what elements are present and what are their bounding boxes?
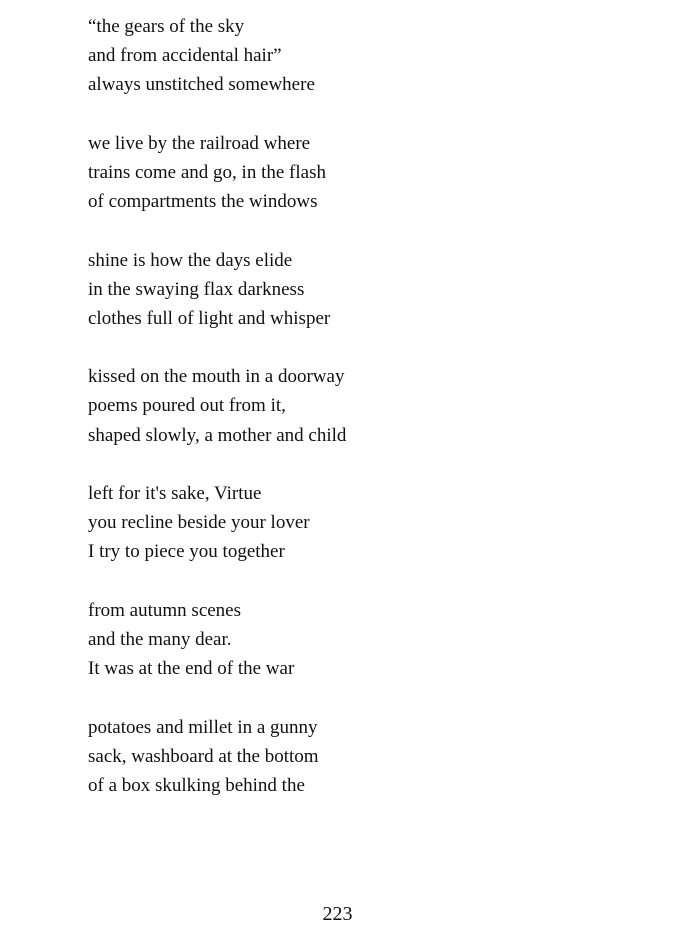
poem-line: sack, washboard at the bottom bbox=[88, 745, 319, 767]
stanza bbox=[88, 246, 648, 334]
poem-line: we live by the railroad where bbox=[88, 132, 311, 154]
poem-line: kissed on the mouth in a doorway bbox=[88, 366, 345, 388]
poem-line: shine is how the days elide bbox=[88, 249, 293, 271]
poem-line: “the gears of the sky bbox=[88, 16, 245, 37]
stanza bbox=[88, 12, 648, 100]
poem-line: It was at the end of the war bbox=[88, 658, 295, 680]
poem-line: and the many dear. bbox=[88, 628, 232, 650]
poem-line: shaped slowly, a mother and child bbox=[88, 424, 347, 446]
poem-line: and from accidental hair” bbox=[88, 45, 282, 67]
poem-line: poems poured out from it, bbox=[88, 395, 286, 417]
poem-line: I try to piece you together bbox=[88, 541, 285, 563]
poem-line: always unstitched somewhere bbox=[88, 74, 315, 96]
poem-line: left for it's sake, Virtue bbox=[88, 483, 262, 504]
page-number: 223 bbox=[322, 903, 353, 925]
stanza bbox=[88, 129, 648, 217]
poem-line: of a box skulking behind the bbox=[88, 774, 305, 796]
poem-line: trains come and go, in the flash bbox=[88, 161, 326, 183]
stanza bbox=[88, 479, 648, 567]
poem-line: you recline beside your lover bbox=[88, 512, 310, 534]
poem-body bbox=[88, 12, 648, 829]
poem-line: from autumn scenes bbox=[88, 599, 242, 621]
poem-line: in the swaying flax darkness bbox=[88, 278, 305, 300]
stanza bbox=[88, 362, 648, 450]
poem-line: of compartments the windows bbox=[88, 191, 318, 213]
stanza bbox=[88, 596, 648, 684]
stanza bbox=[88, 713, 648, 801]
poem-line: clothes full of light and whisper bbox=[88, 307, 331, 329]
poem-line: potatoes and millet in a gunny bbox=[88, 716, 318, 738]
